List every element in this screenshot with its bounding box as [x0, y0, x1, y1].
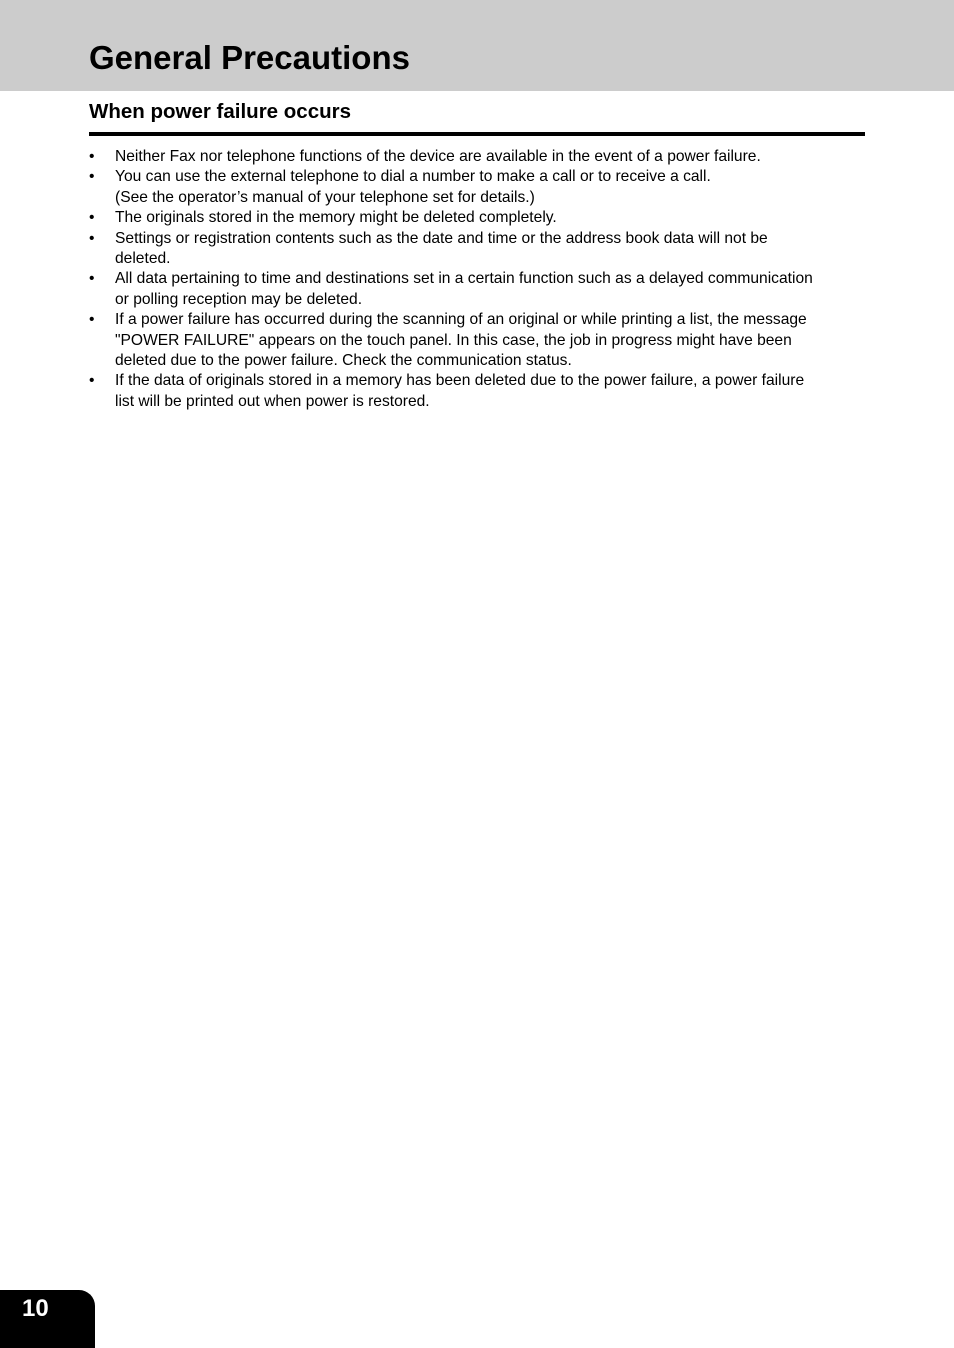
bullet-icon: • — [89, 209, 95, 227]
list-item — [89, 269, 865, 310]
list-item-line: list will be printed out when power is restored. — [115, 392, 430, 410]
list-item — [89, 371, 865, 412]
list-item-line: If a power failure has occurred during the scanning of an original or while printing a list, the message — [115, 311, 807, 329]
section-divider — [89, 132, 865, 136]
list-item-line: If the data of originals stored in a memory has been deleted due to the power failure, a power failure — [115, 372, 805, 390]
list-item-line: You can use the external telephone to dial a number to make a call or to receive a call. — [115, 168, 711, 186]
list-item — [89, 310, 865, 371]
precautions-list — [89, 147, 865, 412]
list-item-line: deleted. — [115, 250, 171, 268]
bullet-icon: • — [89, 311, 95, 329]
list-item-line: Neither Fax nor telephone functions of the device are available in the event of a power failure. — [115, 148, 761, 165]
list-item-line: All data pertaining to time and destinations set in a certain function such as a delayed communication — [115, 270, 813, 288]
list-item — [89, 229, 865, 270]
bullet-icon: • — [89, 148, 95, 165]
list-item-line: (See the operator’s manual of your telephone set for details.) — [115, 188, 535, 206]
list-item-line: deleted due to the power failure. Check the communication status. — [115, 352, 572, 370]
list-item — [89, 167, 865, 208]
bullet-icon: • — [89, 270, 95, 288]
list-item-line: Settings or registration contents such as the date and time or the address book data will not be — [115, 229, 768, 247]
list-item-line: or polling reception may be deleted. — [115, 290, 363, 308]
bullet-icon: • — [89, 372, 95, 390]
page-number: 10 — [22, 1295, 49, 1322]
list-item-line: The originals stored in the memory might be deleted completely. — [115, 209, 557, 227]
list-item — [89, 147, 865, 167]
list-item — [89, 208, 865, 228]
list-item-line: "POWER FAILURE" appears on the touch panel. In this case, the job in progress might have been — [115, 331, 792, 349]
page-title: General Precautions — [89, 39, 410, 76]
section-heading: When power failure occurs — [89, 100, 351, 123]
bullet-icon: • — [89, 168, 95, 186]
bullet-icon: • — [89, 229, 95, 247]
